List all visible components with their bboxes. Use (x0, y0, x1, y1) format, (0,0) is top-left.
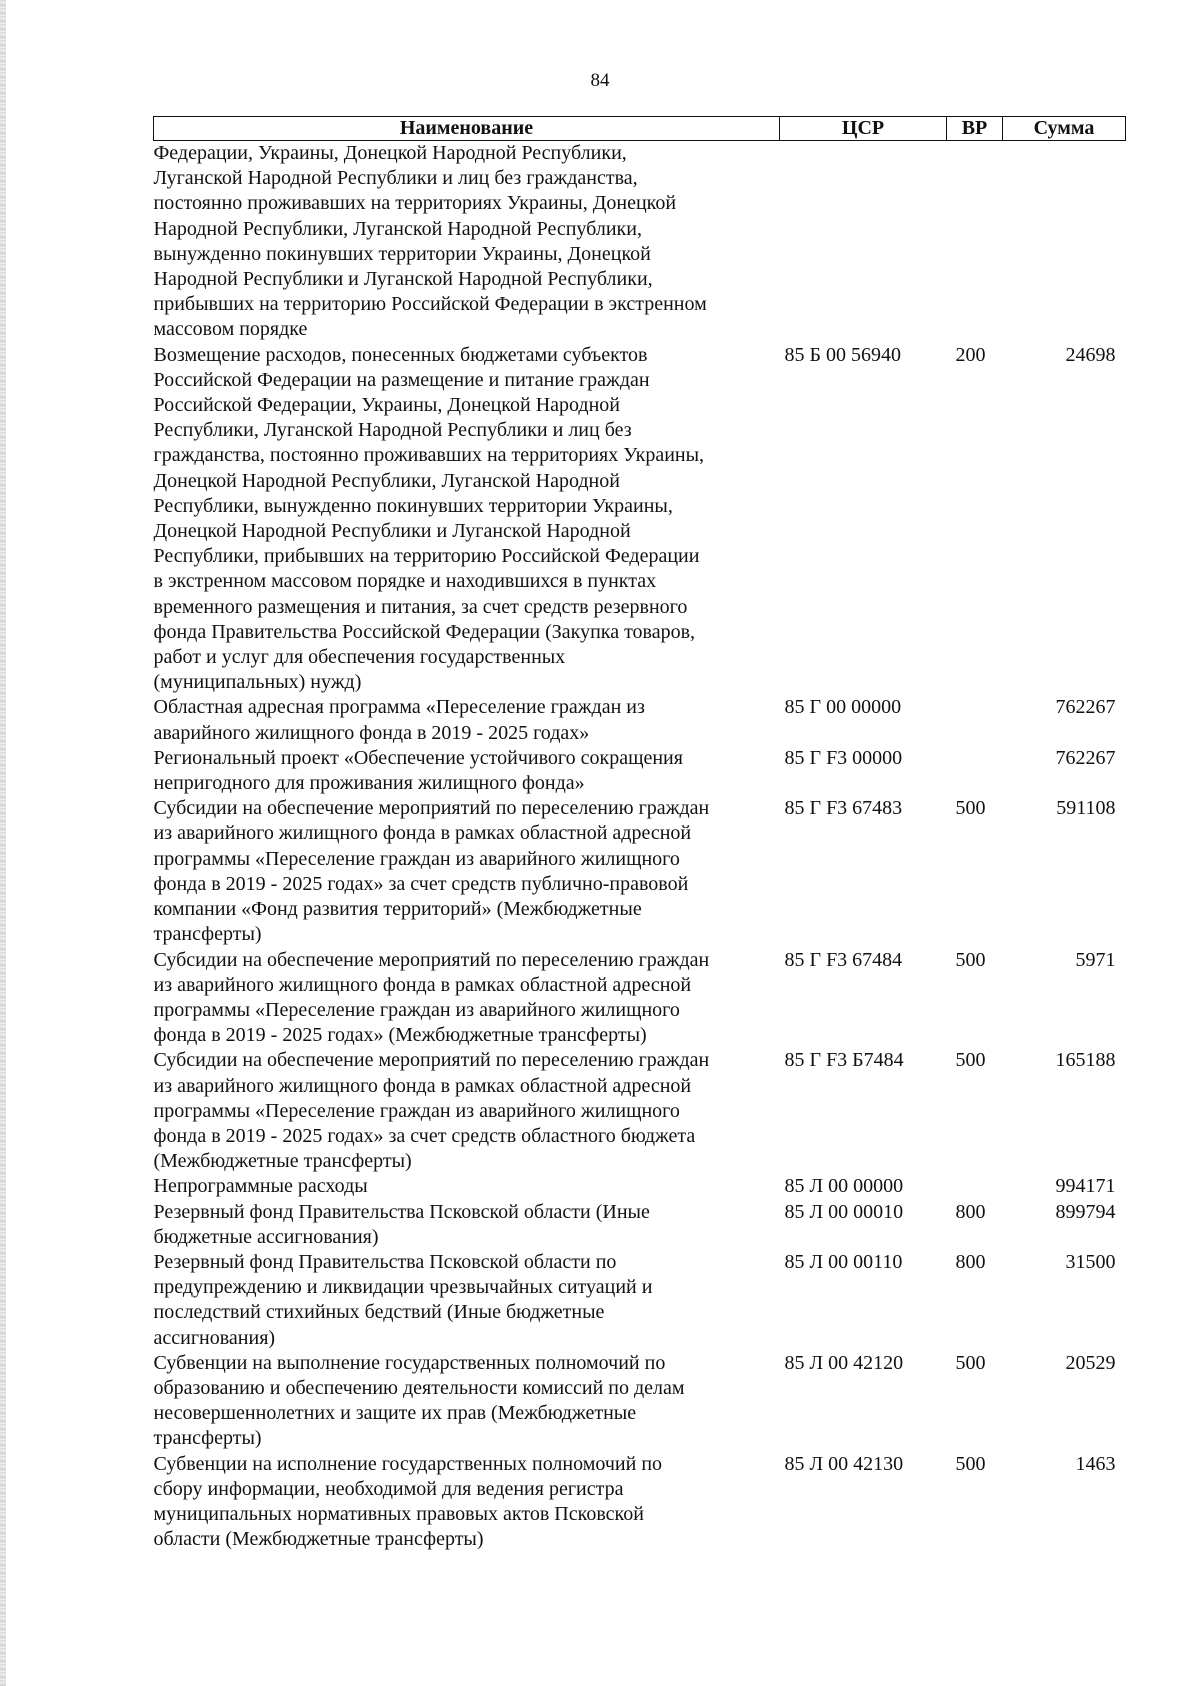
table-row (154, 1452, 1126, 1553)
row-name-line: Республики, прибывших на территорию Российской Федерации (153, 545, 700, 568)
row-name-line: образованию и обеспечению деятельности комиссий по делам (153, 1376, 685, 1399)
row-csr: 85 Л 00 42120 (784, 1351, 904, 1374)
row-sum: 5971 (1075, 948, 1116, 971)
row-sum: 994171 (1055, 1175, 1116, 1198)
table-row (154, 1351, 1126, 1452)
header-sum: Сумма (1003, 117, 1126, 141)
table-row (154, 695, 1126, 745)
row-name (154, 1174, 780, 1199)
row-name-line: Российской Федерации, Украины, Донецкой Народной (153, 394, 621, 417)
row-csr: 85 Г F3 00000 (784, 746, 903, 769)
row-vr (947, 1174, 1003, 1199)
row-name-line: аварийного жилищного фонда в 2019 - 2025 годах» (153, 721, 590, 744)
header-csr: ЦСР (780, 117, 947, 141)
row-name (154, 343, 780, 696)
table-row (154, 343, 1126, 696)
row-name-line: фонда в 2019 - 2025 годах» за счет средств областного бюджета (153, 1124, 696, 1147)
row-name-line: трансферты) (153, 1427, 262, 1450)
row-sum (1003, 141, 1126, 343)
row-vr: 800 (955, 1200, 986, 1223)
row-name-line: фонда Правительства Российской Федерации (Закупка товаров, (153, 620, 696, 643)
row-name-line: Субвенции на выполнение государственных полномочий по (153, 1351, 666, 1374)
row-name-line: массовом порядке (153, 318, 308, 341)
row-sum: 591108 (1056, 797, 1116, 820)
row-name-line: непригодного для проживания жилищного фонда» (153, 772, 585, 795)
row-csr: 85 Л 00 00010 (784, 1200, 904, 1223)
row-name-line: работ и услуг для обеспечения государственных (153, 646, 566, 669)
row-name (154, 1452, 780, 1553)
row-name (154, 1048, 780, 1174)
row-name-line: несовершеннолетних и защите их прав (Межбюджетные (153, 1402, 637, 1425)
row-name-line: (муниципальных) нужд) (153, 671, 362, 694)
row-name-line: из аварийного жилищного фонда в рамках областной адресной (153, 822, 692, 845)
row-name-line: Федерации, Украины, Донецкой Народной Республики, (153, 142, 627, 164)
row-name-line: программы «Переселение граждан из аварийного жилищного (153, 847, 680, 870)
row-vr (947, 141, 1003, 343)
row-name (154, 948, 780, 1049)
row-name (154, 1351, 780, 1452)
row-sum: 762267 (1055, 696, 1116, 719)
row-sum: 24698 (1065, 343, 1116, 366)
row-name (154, 141, 780, 343)
table-body (154, 141, 1126, 1553)
budget-table (153, 116, 1126, 1552)
row-name-line: предупреждению и ликвидации чрезвычайных ситуаций и (153, 1276, 653, 1299)
row-name-line: Республики, Луганской Народной Республики и лиц без (153, 419, 632, 442)
row-name-line: последствий стихийных бедствий (Иные бюджетные (153, 1301, 605, 1324)
row-name-line: Донецкой Народной Республики и Луганской Народной (153, 520, 631, 543)
row-name-line: Российской Федерации на размещение и питание граждан (153, 368, 650, 391)
row-csr: 85 Г 00 00000 (784, 696, 902, 719)
row-name-line: Субсидии на обеспечение мероприятий по переселению граждан (153, 948, 710, 971)
table-row (154, 948, 1126, 1049)
row-sum: 31500 (1065, 1250, 1116, 1273)
row-sum: 20529 (1065, 1351, 1116, 1374)
row-name (154, 1250, 780, 1351)
row-name-line: Региональный проект «Обеспечение устойчивого сокращения (153, 746, 683, 769)
row-vr: 500 (955, 1351, 986, 1374)
row-name (154, 695, 780, 745)
row-vr (947, 695, 1003, 745)
row-name-line: фонда в 2019 - 2025 годах» за счет средств публично-правовой (153, 872, 689, 895)
row-name-line: Субвенции на исполнение государственных полномочий по (153, 1452, 663, 1475)
row-name (154, 796, 780, 947)
row-vr: 500 (955, 1049, 986, 1072)
row-name-line: бюджетные ассигнования) (153, 1225, 379, 1248)
row-name-line: постоянно проживавших на территориях Украины, Донецкой (153, 192, 677, 215)
row-vr: 200 (955, 343, 986, 366)
row-name-line: Резервный фонд Правительства Псковской области (Иные (153, 1200, 650, 1223)
row-csr: 85 Л 00 00110 (784, 1250, 903, 1273)
row-name-line: в экстренном массовом порядке и находившихся в пунктах (153, 570, 657, 593)
table-row (154, 141, 1126, 343)
row-name-line: гражданства, постоянно проживавших на территориях Украины, (153, 444, 705, 467)
row-name-line: Непрограммные расходы (153, 1175, 368, 1198)
row-sum: 1463 (1075, 1452, 1116, 1475)
row-name-line: компании «Фонд развития территорий» (Межбюджетные (153, 898, 642, 921)
row-csr: 85 Л 00 00000 (784, 1175, 904, 1198)
row-csr (780, 141, 947, 343)
row-name-line: программы «Переселение граждан из аварийного жилищного (153, 1099, 680, 1122)
row-csr: 85 Л 00 42130 (784, 1452, 904, 1475)
page-number: 84 (590, 70, 610, 91)
table-row (154, 1250, 1126, 1351)
row-vr: 500 (955, 797, 986, 820)
row-name-line: Луганской Народной Республики и лиц без гражданства, (153, 167, 638, 190)
row-name-line: сбору информации, необходимой для ведения регистра (153, 1477, 624, 1500)
row-csr: 85 Г F3 Б7484 (784, 1049, 904, 1072)
row-name-line: программы «Переселение граждан из аварийного жилищного (153, 998, 680, 1021)
table-header-row (154, 117, 1126, 141)
row-sum: 165188 (1055, 1049, 1116, 1072)
row-name-line: вынужденно покинувших территории Украины, Донецкой (153, 242, 651, 265)
row-name-line: прибывших на территорию Российской Федерации в экстренном (153, 293, 707, 316)
table-row (154, 1048, 1126, 1174)
header-vr: ВР (947, 117, 1003, 141)
row-name-line: Возмещение расходов, понесенных бюджетами субъектов (153, 343, 648, 366)
table-row (154, 796, 1126, 947)
row-name-line: Областная адресная программа «Переселение граждан из (153, 696, 645, 719)
row-vr (947, 746, 1003, 796)
row-name-line: муниципальных нормативных правовых актов Псковской (153, 1502, 644, 1525)
row-name-line: фонда в 2019 - 2025 годах» (Межбюджетные трансферты) (153, 1024, 647, 1047)
scan-edge-artifact (0, 0, 6, 1686)
row-vr: 500 (955, 948, 986, 971)
row-name-line: из аварийного жилищного фонда в рамках областной адресной (153, 1074, 692, 1097)
row-name-line: Народной Республики, Луганской Народной Республики, (153, 217, 642, 240)
row-name-line: Субсидии на обеспечение мероприятий по переселению граждан (153, 797, 710, 820)
row-vr: 500 (955, 1452, 986, 1475)
row-name-line: Народной Республики и Луганской Народной Республики, (153, 268, 653, 291)
row-name-line: (Межбюджетные трансферты) (153, 1150, 412, 1173)
row-name (154, 746, 780, 796)
row-name-line: Резервный фонд Правительства Псковской области по (153, 1250, 617, 1273)
row-vr: 800 (955, 1250, 986, 1273)
header-name: Наименование (154, 117, 780, 141)
table-row (154, 746, 1126, 796)
row-name-line: Субсидии на обеспечение мероприятий по переселению граждан (153, 1049, 710, 1072)
table-row (154, 1200, 1126, 1250)
row-name-line: Республики, вынужденно покинувших территории Украины, (153, 494, 673, 517)
row-name-line: области (Межбюджетные трансферты) (153, 1528, 484, 1551)
row-name-line: из аварийного жилищного фонда в рамках областной адресной (153, 973, 692, 996)
row-csr: 85 Г F3 67484 (784, 948, 903, 971)
row-csr: 85 Б 00 56940 (784, 343, 901, 366)
row-name-line: временного размещения и питания, за счет средств резервного (153, 595, 688, 618)
row-name-line: Донецкой Народной Республики, Луганской Народной (153, 469, 620, 492)
row-sum: 899794 (1055, 1200, 1116, 1223)
row-name-line: трансферты) (153, 923, 262, 946)
row-name-line: ассигнования) (153, 1326, 276, 1349)
row-csr: 85 Г F3 67483 (784, 797, 903, 820)
row-name (154, 1200, 780, 1250)
row-sum: 762267 (1055, 746, 1116, 769)
table-row (154, 1174, 1126, 1199)
